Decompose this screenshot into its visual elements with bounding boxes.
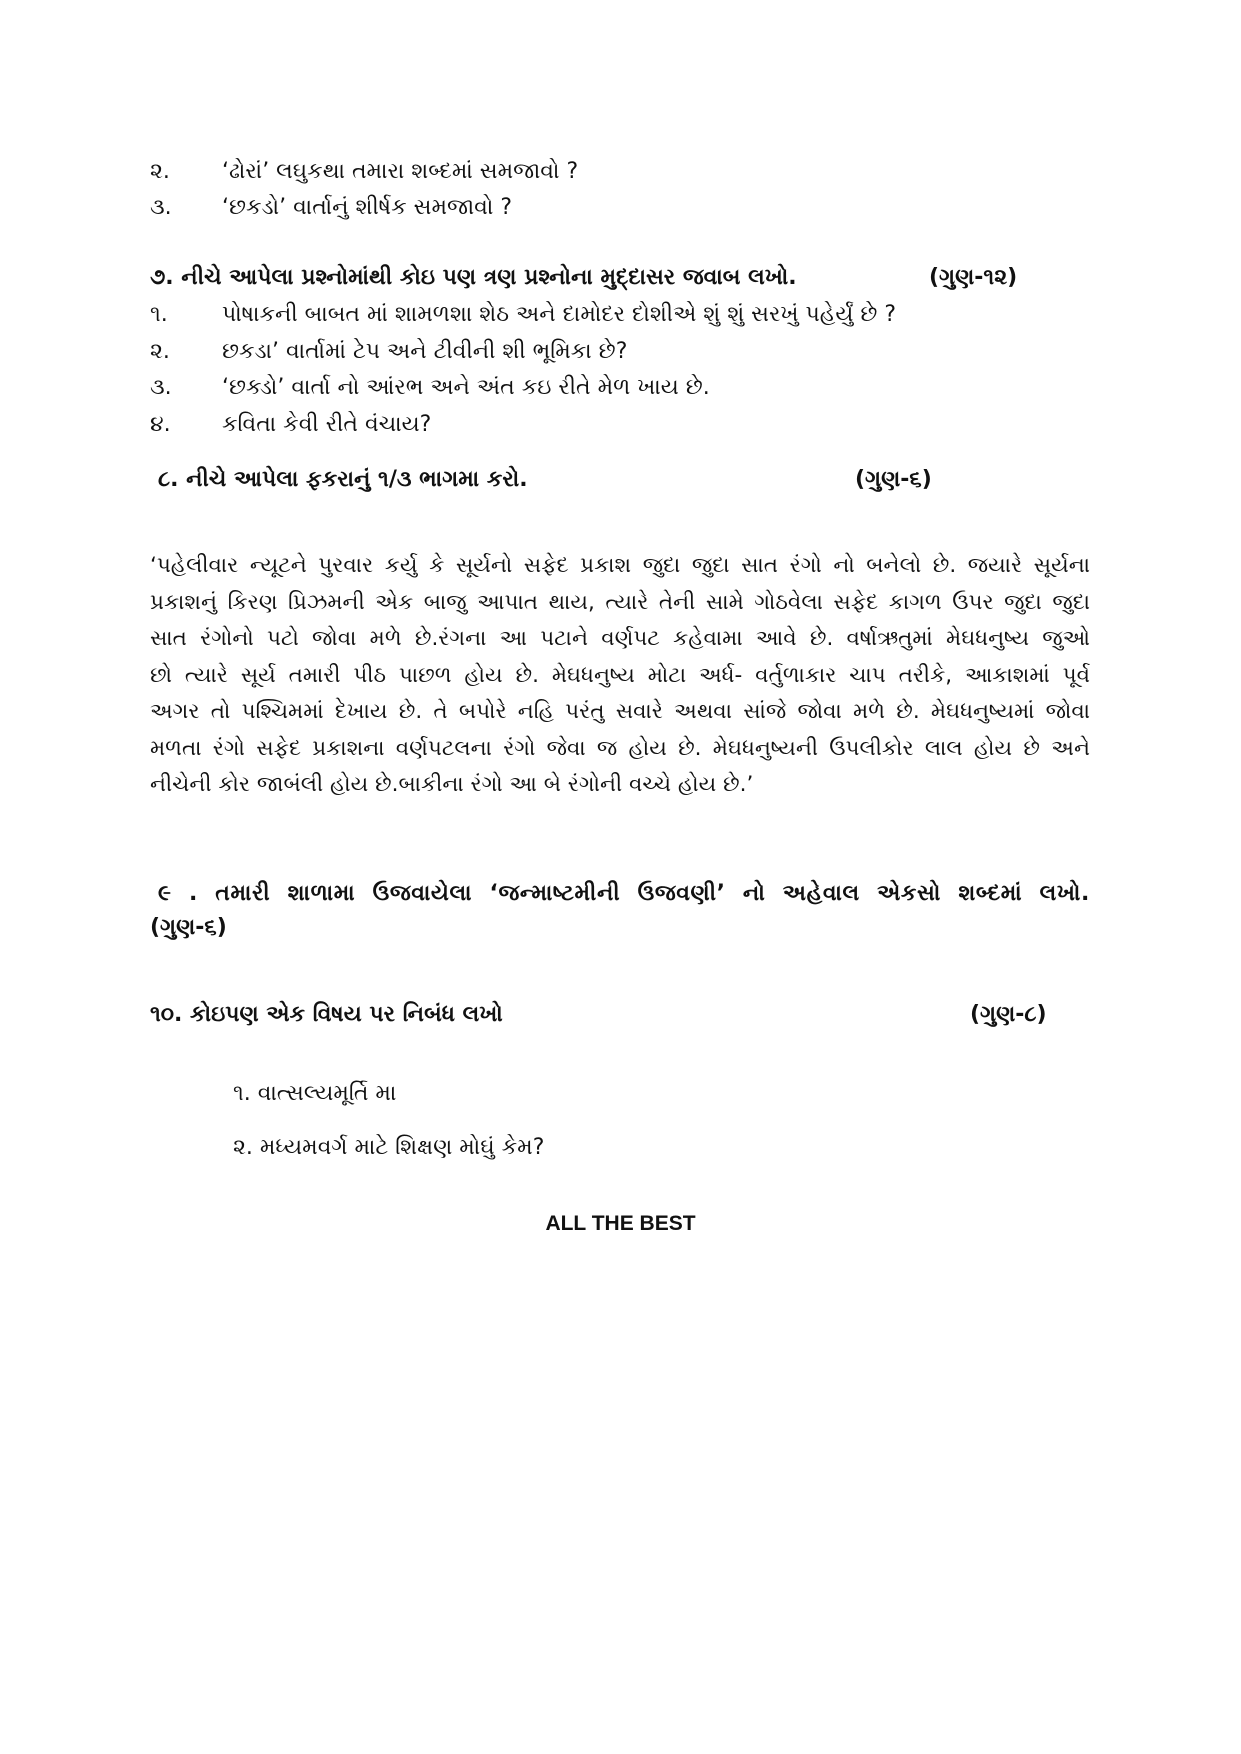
q9-heading: ૯ . તમારી શાળામા ઉજવાયેલા ‘જન્માષ્ટમીની ઉજવણી’ નો અહેવાલ એકસો શબ્દમાં લખો. bbox=[158, 881, 1090, 906]
question-text: ‘છકડો’ વાર્તાનું શીર્ષક સમજાવો ? bbox=[222, 195, 513, 220]
passage-line: નીચેની કોર જાબંલી હોય છે.બાકીના રંગો આ બે રંગોની વચ્ચે હોય છે.’ bbox=[150, 772, 754, 797]
question-number: ૩. bbox=[150, 195, 172, 220]
question-number: ૨. bbox=[150, 339, 170, 364]
question-number: ૧. bbox=[150, 302, 168, 327]
closing-message: ALL THE BEST bbox=[545, 1212, 696, 1235]
q7-marks: (ગુણ-૧૨) bbox=[929, 265, 1018, 290]
passage-line: અગર તો પશ્ચિમમાં દેખાય છે. તે બપોરે નહિ પરંતુ સવારે અથવા સાંજે જોવા મળે છે. મેઘધનુષ્યમાં જોવા bbox=[150, 699, 1090, 724]
question-text: ‘ઢોરાં’ લઘુકથા તમારા શબ્દમાં સમજાવો ? bbox=[222, 159, 579, 184]
question-number: ૨. bbox=[150, 159, 170, 184]
essay-topic: ૨. મધ્યમવર્ગ માટે શિક્ષણ મોઘું કેમ? bbox=[233, 1135, 545, 1160]
question-number: ૪. bbox=[150, 412, 171, 437]
q8-marks: (ગુણ-૬) bbox=[855, 467, 932, 492]
q8-heading: ૮. નીચે આપેલા ફકરાનું ૧/૩ ભાગમા કરો. bbox=[158, 467, 528, 492]
q10-heading: ૧૦. કોઇપણ એક વિષય પર નિબંધ લખો bbox=[150, 1002, 503, 1027]
q7-heading: ૭. નીચે આપેલા પ્રશ્નોમાંથી કોઇ પણ ત્રણ પ્રશ્નોના મુદ્દાસર જવાબ લખો. bbox=[150, 265, 797, 290]
question-text: ‘છક્ડો’ વાર્તા નો આંરભ અને અંત કઇ રીતે મેળ ખાય છે. bbox=[222, 375, 710, 400]
passage-line: ‘પહેલીવાર ન્યૂટને પુરવાર કર્યુ કે સૂર્યનો સફેદ પ્રકાશ જુદા જુદા સાત રંગો નો બનેલો છે. જયારે સૂર્યના bbox=[150, 553, 1090, 578]
q9-marks: (ગુણ-૬) bbox=[150, 915, 227, 940]
q8-passage bbox=[150, 548, 1090, 804]
question-number: ૩. bbox=[150, 375, 172, 400]
passage-line: મળતા રંગો સફેદ પ્રકાશના વર્ણપટલના રંગો જેવા જ હોય છે. મેઘધનુષ્યની ઉપલીકોર લાલ હોય છે અને bbox=[150, 735, 1090, 761]
question-text: પોષાકની બાબત માં શામળશા શેઠ અને દામોદર દોશીએ શું શું સરખું પહેર્યું છે ? bbox=[222, 302, 897, 327]
passage-line: સાત રંગોનો પટો જોવા મળે છે.રંગના આ પટાને વર્ણપટ કહેવામા આવે છે. વર્ષાઋતુમાં મેઘધનુષ્ય જુઓ bbox=[150, 626, 1090, 651]
question-text: કવિતા કેવી રીતે વંચાય? bbox=[222, 412, 432, 437]
passage-line: પ્રકાશનું કિરણ પ્રિઝમની એક બાજુ આપાત થાય, ત્યારે તેની સામે ગોઠવેલા સફેદ કાગળ ઉપર જુદા જુદા bbox=[150, 589, 1090, 615]
q10-marks: (ગુણ-૮) bbox=[970, 1002, 1047, 1027]
essay-topic: ૧. વાત્સલ્યમૂર્તિ મા bbox=[233, 1081, 397, 1106]
question-text: છકડા’ વાર્તામાં ટેપ અને ટીવીની શી ભૂમિકા છે? bbox=[222, 339, 628, 364]
passage-line: છો ત્યારે સૂર્ય તમારી પીઠ પાછળ હોય છે. મેઘધનુષ્ય મોટા અર્ધ- વર્તુળાકાર ચાપ તરીકે, આકાશમાં પૂર્વ bbox=[150, 662, 1090, 688]
q9-block bbox=[150, 877, 1090, 945]
